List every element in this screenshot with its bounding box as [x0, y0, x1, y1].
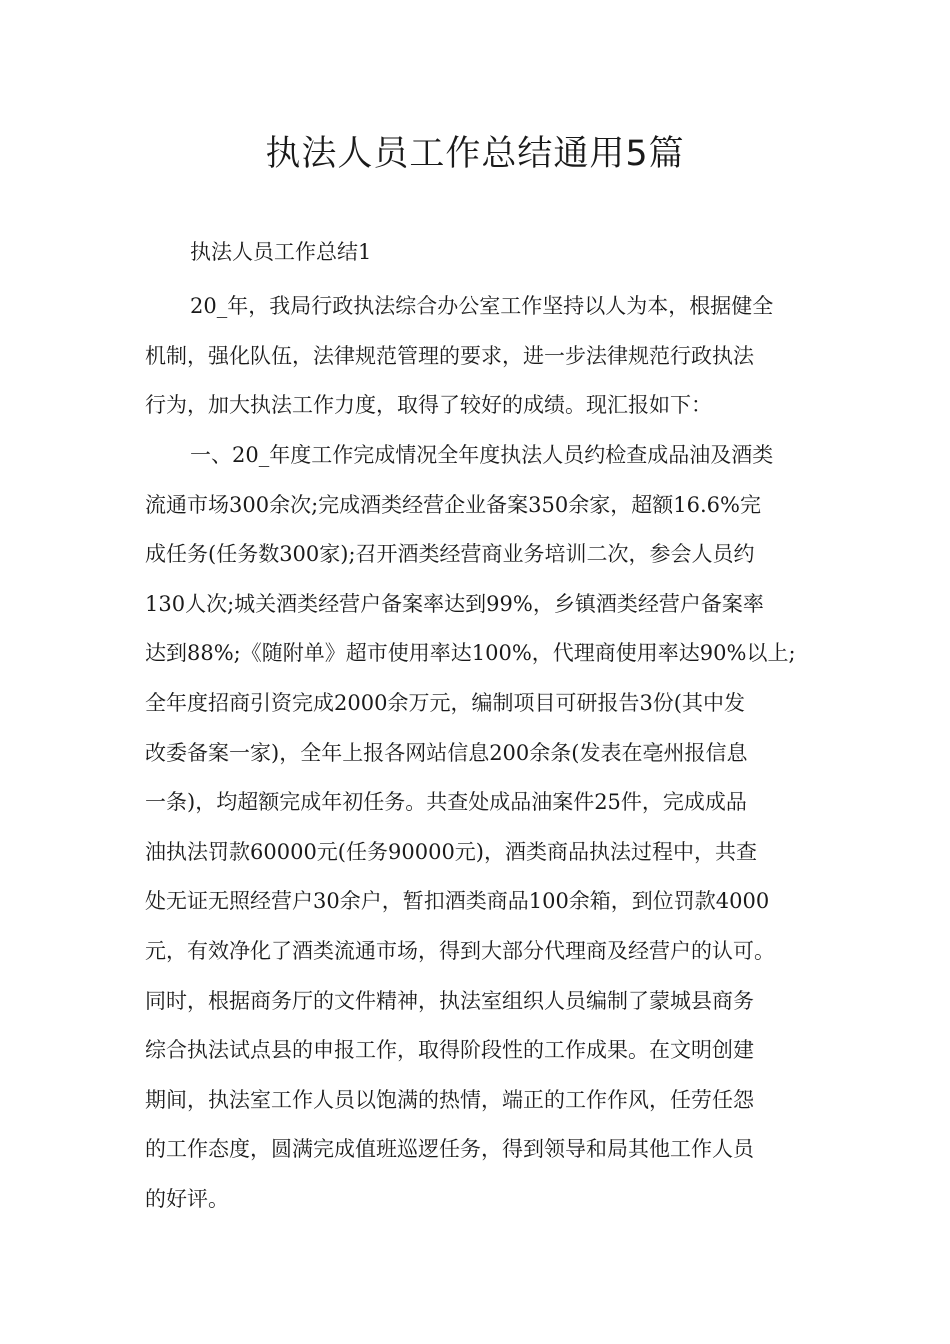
paragraph-line: 成任务(任务数300家);召开酒类经营商业务培训二次，参会人员约: [145, 542, 755, 567]
paragraph-line: 20_年，我局行政执法综合办公室工作坚持以人为本，根据健全: [190, 294, 774, 318]
section-heading: 执法人员工作总结1: [190, 240, 372, 264]
paragraph-line: 行为，加大执法工作力度，取得了较好的成绩。现汇报如下：: [145, 393, 712, 418]
paragraph-line: 的工作态度，圆满完成值班巡逻任务，得到领导和局其他工作人员: [145, 1137, 754, 1162]
paragraph-line: 改委备案一家)，全年上报各网站信息200余条(发表在亳州报信息: [145, 740, 748, 765]
paragraph-line: 全年度招商引资完成2000余万元，编制项目可研报告3份(其中发: [145, 690, 745, 715]
paragraph-line: 的好评。: [145, 1186, 229, 1211]
paragraph-line: 130人次;城关酒类经营户备案率达到99%，乡镇酒类经营户备案率: [145, 591, 764, 616]
paragraph-line: 机制，强化队伍，法律规范管理的要求，进一步法律规范行政执法: [145, 343, 754, 368]
paragraph-line: 综合执法试点县的申报工作，取得阶段性的工作成果。在文明创建: [145, 1038, 754, 1063]
paragraph-1: [145, 282, 815, 431]
paragraph-line: 处无证无照经营户30余户，暂扣酒类商品100余箱，到位罚款4000: [145, 889, 770, 914]
paragraph-line: 元，有效净化了酒类流通市场，得到大部分代理商及经营户的认可。: [145, 938, 775, 963]
paragraph-line: 一、20_年度工作完成情况全年度执法人员约检查成品油及酒类: [190, 443, 774, 467]
paragraph-2: [145, 431, 815, 1225]
document-title: 执法人员工作总结通用5篇: [265, 134, 685, 174]
paragraph-line: 流通市场300余次;完成酒类经营企业备案350余家，超额16.6%完: [145, 492, 761, 517]
paragraph-line: 一条)，均超额完成年初任务。共查处成品油案件25件，完成成品: [145, 790, 747, 815]
paragraph-line: 达到88%;《随附单》超市使用率达100%，代理商使用率达90%以上;: [145, 641, 796, 666]
paragraph-line: 同时，根据商务厅的文件精神，执法室组织人员编制了蒙城县商务: [145, 988, 754, 1013]
paragraph-line: 油执法罚款60000元(任务90000元)，酒类商品执法过程中，共查: [145, 839, 757, 864]
paragraph-line: 期间，执法室工作人员以饱满的热情，端正的工作作风，任劳任怨: [145, 1087, 754, 1112]
